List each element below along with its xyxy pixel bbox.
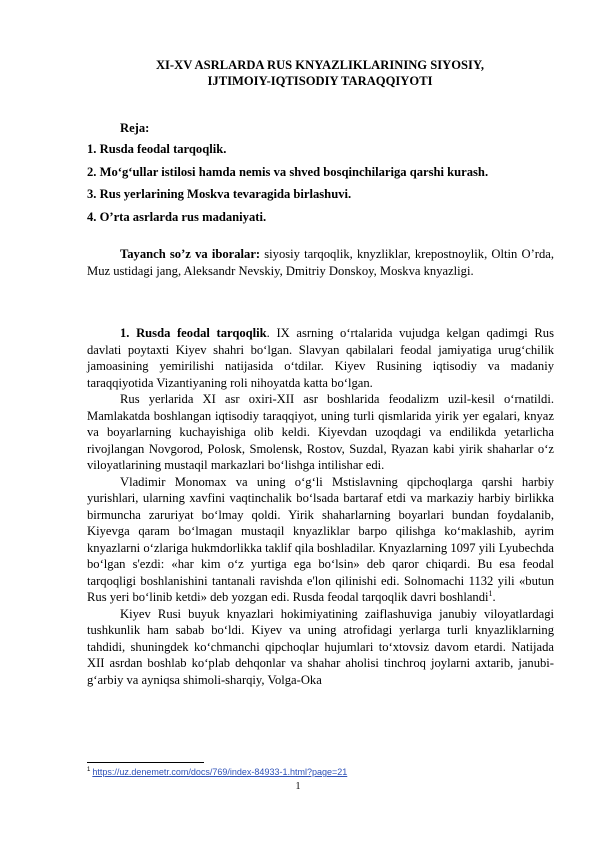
section-heading: 1. Rusda feodal tarqoqlik xyxy=(120,326,267,340)
paragraph-1-text: . IX asrning o‘rtalarida vujudga kelgan qadimgi Rus davlati poytaxti Kiyev shahri bo‘lgan. Slavyan qabilalari feodal jamiyatiga urug‘chilik jamoasining yemirilishi natijasida o‘tdilar. Kiyev Rusining iqtisodiy va madaniy taraqqiyotida Vizantiyaning roli nihoyatda katta bo‘lgan. xyxy=(87,326,555,390)
footnote-divider xyxy=(87,762,204,763)
section-body xyxy=(87,325,554,688)
paragraph-3-text: Vladimir Monomax va uning o‘g‘li Mstislavning qipchoqlarga qarshi harbiy yurishlari, ularning xavfini vaqtinchalik bo‘lsada bartaraf etdi va markaziy harbiy birlikka birmuncha zaruriyat bo‘lmay qoldi. Yirik shaharlarning boyarlari bundan foydalanib, Kiyevga qaram bo‘lmagan mustaqil knyazliklar barpo qilishga ko‘maklashib, ayrim knyazlarni o‘zlariga hukmdorlikka taklif qila boshladilar. Knyazlarning 1097 yili Lyubechda bo‘lgan s'ezdi: «har kim o‘z yurtiga ega bo‘lsin» deb qaror chiqardi. Bu esa feodal tarqoqligi boshlanishini tantanali ravishda e'lon qilinishi edi. Solnomachi 1132 yili «butun Rus yeri bo‘linib ketdi» deb yozgan edi. Rusda feodal tarqoqlik davri boshlandi xyxy=(87,474,554,604)
plan-item: 3. Rus yerlarining Moskva tevaragida birlashuvi. xyxy=(87,187,352,201)
footnote-link[interactable]: https://uz.denemetr.com/docs/769/index-84933-1.html?page=21 xyxy=(92,767,348,777)
paragraph-3 xyxy=(87,474,554,606)
title-line-1: XI-XV ASRLARDA RUS KNYAZLIKLARINING SIYOSIY, xyxy=(155,58,485,72)
paragraph-2: Rus yerlarida XI asr oxiri-XII asr boshlarida feodalizm uzil-kesil o‘rnatildi. Mamlakatda boshlangan iqtisodiy taraqqiyot, uning turli qismlarida yirik yer egalari, knyaz va boyarlarning kuchayishiga olib keldi. Kiyevdan uzoqdagi va endilikda yetarlicha rivojlangan Novgorod, Polosk, Smolensk, Rostov, Suzdal, Ryazan kabi yirik shaharlar o‘z viloyatlarining mustaqil markazlari bo‘lishga intilishar edi. xyxy=(87,392,554,472)
paragraph-3-end: . xyxy=(492,590,496,604)
footnote-reference[interactable]: 1 xyxy=(488,588,493,598)
title-line-2: IJTIMOIY-IQTISODIY TARAQQIYOTI xyxy=(207,74,433,88)
paragraph-4: Kiyev Rusi buyuk knyazlari hokimiyatining zaiflashuviga janubiy viloyatlardagi tushkunlik ham sabab bo‘ldi. Kiyev va uning atrofidagi yerlarga turli knyazliklarning tahdidi, shuningdek ko‘chmanchi qipchoqlar hujumlari to‘xtovsiz davom etardi. Natijada XII asrdan boshlab ko‘plab dehqonlar va shahar aholisi tinchroq joylarni axtarib, janubi-g‘arbiy va ayniqsa shimoli-sharqiy, Volga-Oka xyxy=(87,606,554,687)
page-number: 1 xyxy=(295,781,301,792)
plan-list xyxy=(87,138,557,228)
document-title xyxy=(85,57,555,89)
plan-item: 4. O’rta asrlarda rus madaniyati. xyxy=(87,209,267,224)
plan-item: 2. Mo‘g‘ullar istilosi hamda nemis va shved bosqinchilariga qarshi kurash. xyxy=(87,164,489,179)
plan-heading: Reja: xyxy=(120,121,150,135)
keywords-label: Tayanch so’z va iboralar: xyxy=(120,247,261,261)
paragraph-1 xyxy=(87,325,554,391)
keywords-paragraph xyxy=(87,246,554,279)
keywords-text: siyosiy tarqoqlik, knyzliklar, krepostnoylik, Oltin O’rda, Muz ustidagi jang, Aleksandr Nevskiy, Dmitriy Donskoy, Moskva knyazligi. xyxy=(87,247,554,278)
footnote xyxy=(87,767,347,777)
footnote-number: 1 xyxy=(87,767,91,773)
plan-item: 1. Rusda feodal tarqoqlik. xyxy=(87,142,227,156)
